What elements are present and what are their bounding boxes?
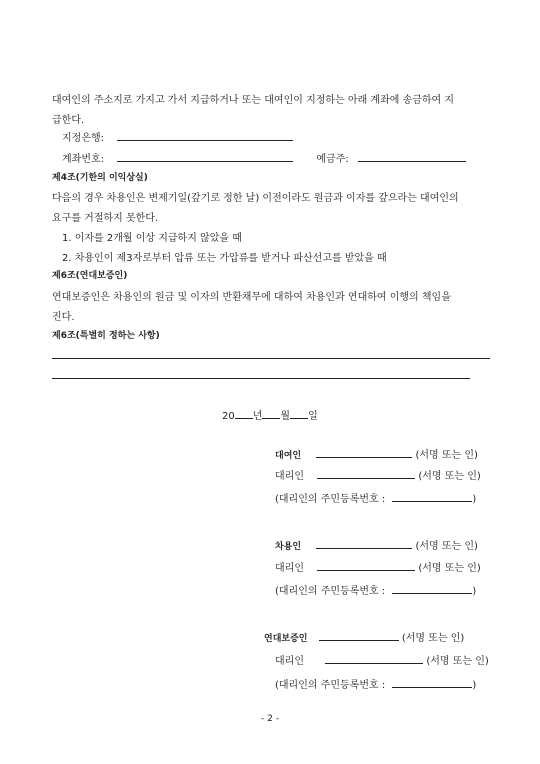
account-blank[interactable]: [117, 152, 293, 162]
guarantor-agent-id-row: [275, 676, 476, 691]
lender-agent-id-label: (대리인의 주민등록번호 :: [275, 494, 386, 505]
bank-row: [62, 129, 293, 144]
guarantor-agent-id-blank[interactable]: [392, 678, 472, 688]
borrower-title: 차용인: [275, 542, 302, 552]
guarantor-title: 연대보증인: [264, 634, 308, 644]
account-row: [62, 150, 466, 165]
article6-guarantor-line-2: 진다.: [52, 312, 75, 323]
lender-agent-sign-note: (서명 또는 인): [418, 471, 481, 482]
lender-sign-blank[interactable]: [316, 448, 412, 458]
borrower-agent-row: [275, 559, 481, 574]
day-blank[interactable]: [290, 409, 308, 419]
lender-agent-row: [275, 467, 481, 482]
depositor-label: 예금주:: [316, 154, 349, 165]
borrower-agent-id-row: [275, 582, 476, 597]
depositor-blank[interactable]: [358, 152, 466, 162]
borrower-agent-id-label: (대리인의 주민등록번호 :: [275, 586, 386, 597]
lender-agent-id-blank[interactable]: [392, 492, 472, 502]
date-month: 월: [280, 411, 291, 422]
article4-line-1: 다음의 경우 차용인은 변제기일(갚기로 정한 날) 이전이라도 원금과 이자를 갚으라는 대여인의: [52, 193, 459, 204]
bank-label: 지정은행:: [62, 133, 105, 144]
article4-item-2: 2. 차용인이 제3자로부터 압류 또는 가압류를 받거나 파산선고를 받았을 때: [62, 253, 387, 264]
lender-close-paren: ): [472, 494, 477, 505]
borrower-sign-note: (서명 또는 인): [415, 541, 478, 552]
lender-agent-label: 대리인: [275, 471, 304, 482]
special-terms-blank-line-1[interactable]: [52, 358, 490, 359]
month-blank[interactable]: [262, 409, 280, 419]
date-year-prefix: 20: [222, 411, 235, 422]
article6-special-heading: 제6조(특별히 정하는 사항): [52, 331, 160, 341]
article6-guarantor-heading: 제6조(연대보증인): [52, 271, 128, 281]
article4-item-1: 1. 이자를 2개월 이상 지급하지 않았을 때: [62, 233, 242, 244]
lender-agent-sign-blank[interactable]: [317, 469, 415, 479]
borrower-agent-sign-note: (서명 또는 인): [418, 563, 481, 574]
guarantor-sign-note: (서명 또는 인): [401, 633, 465, 644]
article6-guarantor-line-1: 연대보증인은 차용인의 원금 및 이자의 반환채무에 대하여 차용인과 연대하여 이행의 책임을: [52, 292, 451, 303]
borrower-agent-label: 대리인: [275, 563, 304, 574]
borrower-sign-blank[interactable]: [316, 539, 412, 549]
guarantor-sign-blank[interactable]: [319, 631, 399, 641]
borrower-row: [275, 537, 478, 552]
lender-title: 대여인: [275, 451, 302, 461]
page-number: - 2 -: [261, 714, 279, 724]
intro-line-1: 대여인의 주소지로 가지고 가서 지급하거나 또는 대여인이 지정하는 아래 계좌에 송금하여 지: [52, 95, 455, 106]
guarantor-close-paren: ): [472, 680, 477, 691]
lender-row: [275, 446, 478, 461]
guarantor-agent-id-label: (대리인의 주민등록번호 :: [275, 680, 386, 691]
year-blank[interactable]: [235, 409, 253, 419]
guarantor-row: [264, 629, 464, 644]
borrower-agent-id-blank[interactable]: [392, 584, 472, 594]
borrower-agent-sign-blank[interactable]: [317, 561, 415, 571]
lender-agent-id-row: [275, 490, 476, 505]
borrower-close-paren: ): [472, 586, 477, 597]
article4-heading: 제4조(기한의 이익상실): [52, 173, 148, 183]
guarantor-agent-sign-note: (서명 또는 인): [426, 656, 489, 667]
article4-line-2: 요구를 거절하지 못한다.: [52, 213, 159, 224]
guarantor-agent-sign-blank[interactable]: [325, 654, 423, 664]
guarantor-agent-label: 대리인: [275, 656, 304, 667]
bank-blank[interactable]: [117, 131, 293, 141]
account-label: 계좌번호:: [62, 154, 105, 165]
special-terms-blank-line-2[interactable]: [52, 378, 470, 379]
intro-line-2: 급한다.: [52, 115, 85, 126]
date-year: 년: [252, 411, 263, 422]
guarantor-agent-row: [275, 652, 489, 667]
lender-sign-note: (서명 또는 인): [415, 450, 478, 461]
date-day: 일: [308, 411, 318, 422]
date-row: [222, 407, 318, 422]
